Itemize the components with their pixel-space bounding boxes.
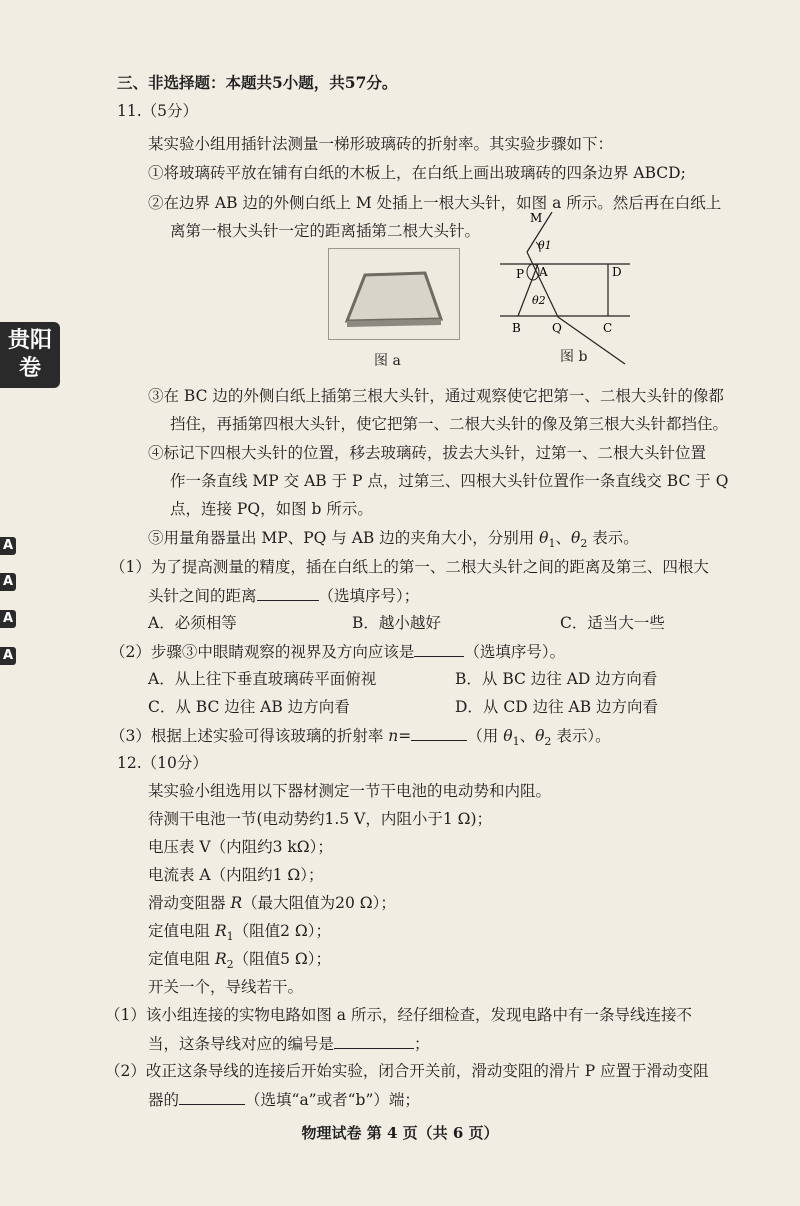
answer-blank[interactable] — [334, 1032, 414, 1049]
q11-step5: ⑤用量角器量出 MP、PQ 与 AB 边的夹角大小，分别用 $\theta_1$、$\theta_2$ 表示。 — [148, 529, 639, 551]
answer-blank[interactable] — [179, 1088, 245, 1105]
label-c: C — [603, 321, 613, 335]
q12-sub1-line2: 当，这条导线对应的编号是 ； — [148, 1032, 430, 1055]
ray-pq — [527, 252, 558, 317]
region-tab-line2: 卷 — [18, 356, 41, 381]
side-mark: A — [0, 537, 16, 555]
label-q: Q — [552, 321, 562, 335]
q12-item-r1: 定值电阻 $R_1$（阻值2 Ω）； — [148, 922, 331, 944]
q11-sub2-option-d: D．从 CD 边往 AB 边方向看 — [455, 698, 659, 716]
q11-sub3: （3）根据上述实验可得该玻璃的折射率 n= （用 $\theta_1$、$\theta_2$ 表示）。 — [110, 724, 611, 753]
q11-step4-line3: 点，连接 PQ，如图 b 所示。 — [170, 500, 373, 518]
q12-item-voltmeter: 电压表 V（内阻约3 kΩ）； — [148, 838, 333, 856]
q12-item-switch: 开关一个，导线若干。 — [148, 978, 304, 996]
q11-sub1-line2: 头针之间的距离 （选填序号）； — [148, 584, 419, 607]
q11-sub1-option-b: B．越小越好 — [352, 614, 441, 632]
label-d: D — [612, 265, 622, 279]
q11-step2-line1: ②在边界 AB 边的外侧白纸上 M 处插上一根大头针，如图 a 所示。然后再在白纸上 — [148, 194, 722, 212]
q12-item-battery: 待测干电池一节(电动势约1.5 V，内阻小于1 Ω)； — [148, 810, 493, 828]
label-theta1: θ1 — [538, 239, 552, 252]
figure-a — [328, 248, 460, 340]
q12-header: 12.（10分） — [117, 754, 208, 772]
side-mark: A — [0, 610, 16, 628]
q12-item-r2: 定值电阻 $R_2$（阻值5 Ω）； — [148, 950, 331, 972]
section-title: 三、非选择题：本题共5小题，共57分。 — [117, 73, 398, 92]
q11-sub1-option-a: A．必须相等 — [148, 614, 237, 632]
region-tab — [0, 322, 60, 388]
q12-item-rheostat: 滑动变阻器 R（最大阻值为20 Ω）； — [148, 894, 396, 912]
q11-sub2-option-c: C．从 BC 边往 AB 边方向看 — [148, 698, 350, 716]
label-m: M — [530, 212, 543, 225]
q12-item-ammeter: 电流表 A（内阻约1 Ω）； — [148, 866, 324, 884]
side-mark: A — [0, 647, 16, 665]
q11-sub1-line1: （1）为了提高测量的精度，插在白纸上的第一、二根大头针之间的距离及第三、四根大 — [110, 558, 709, 576]
side-mark: A — [0, 573, 16, 591]
label-a: A — [539, 265, 548, 279]
q11-step4-line2: 作一条直线 MP 交 AB 于 P 点，过第三、四根大头针位置作一条直线交 BC 于 Q — [170, 472, 729, 490]
q11-sub2-option-b: B．从 BC 边往 AD 边方向看 — [455, 670, 658, 688]
answer-blank[interactable] — [411, 724, 467, 741]
q11-sub2: （2）步骤③中眼睛观察的视界及方向应该是 （选填序号）。 — [110, 640, 565, 663]
q11-step3-line2: 挡住，再插第四根大头针，使它把第一、二根大头针的像及第三根大头针都挡住。 — [170, 415, 729, 433]
q11-intro: 某实验小组用插针法测量一梯形玻璃砖的折射率。其实验步骤如下： — [148, 135, 614, 153]
q11-step2-line2: 离第一根大头针一定的距离插第二根大头针。 — [170, 222, 481, 240]
q12-sub2-line2: 器的 （选填“a”或者“b”）端； — [148, 1088, 420, 1111]
q11-step1: ①将玻璃砖平放在铺有白纸的木板上，在白纸上画出玻璃砖的四条边界 ABCD; — [148, 164, 686, 182]
label-b: B — [512, 321, 521, 335]
figure-a-caption: 图 a — [374, 353, 401, 369]
figure-b-caption: 图 b — [560, 349, 588, 365]
q11-step3-line1: ③在 BC 边的外侧白纸上插第三根大头针，通过观察使它把第一、二根大头针的像都 — [148, 387, 724, 405]
q12-intro: 某实验小组选用以下器材测定一节干电池的电动势和内阻。 — [148, 782, 552, 800]
q11-header: 11.（5分） — [117, 102, 199, 120]
page-footer: 物理试卷 第 4 页（共 6 页） — [301, 1124, 499, 1142]
label-theta2: θ2 — [532, 294, 546, 307]
answer-blank[interactable] — [257, 584, 319, 601]
q12-sub2-line1: （2）改正这条导线的连接后开始实验，闭合开关前，滑动变阻的滑片 P 应置于滑动变阻 — [105, 1062, 709, 1080]
region-tab-line1: 贵阳 — [7, 328, 52, 353]
q11-sub1-option-c: C．适当大一些 — [560, 614, 665, 632]
q11-step4-line1: ④标记下四根大头针的位置，移去玻璃砖，拔去大头针，过第一、二根大头针位置 — [148, 444, 707, 462]
q12-sub1-line1: （1）该小组连接的实物电路如图 a 所示，经仔细检查，发现电路中有一条导线连接不 — [105, 1006, 692, 1024]
answer-blank[interactable] — [414, 640, 464, 657]
q11-sub2-option-a: A．从上往下垂直玻璃砖平面俯视 — [148, 670, 377, 688]
trapezoid-brick-photo — [329, 249, 459, 339]
label-p: P — [516, 267, 525, 281]
